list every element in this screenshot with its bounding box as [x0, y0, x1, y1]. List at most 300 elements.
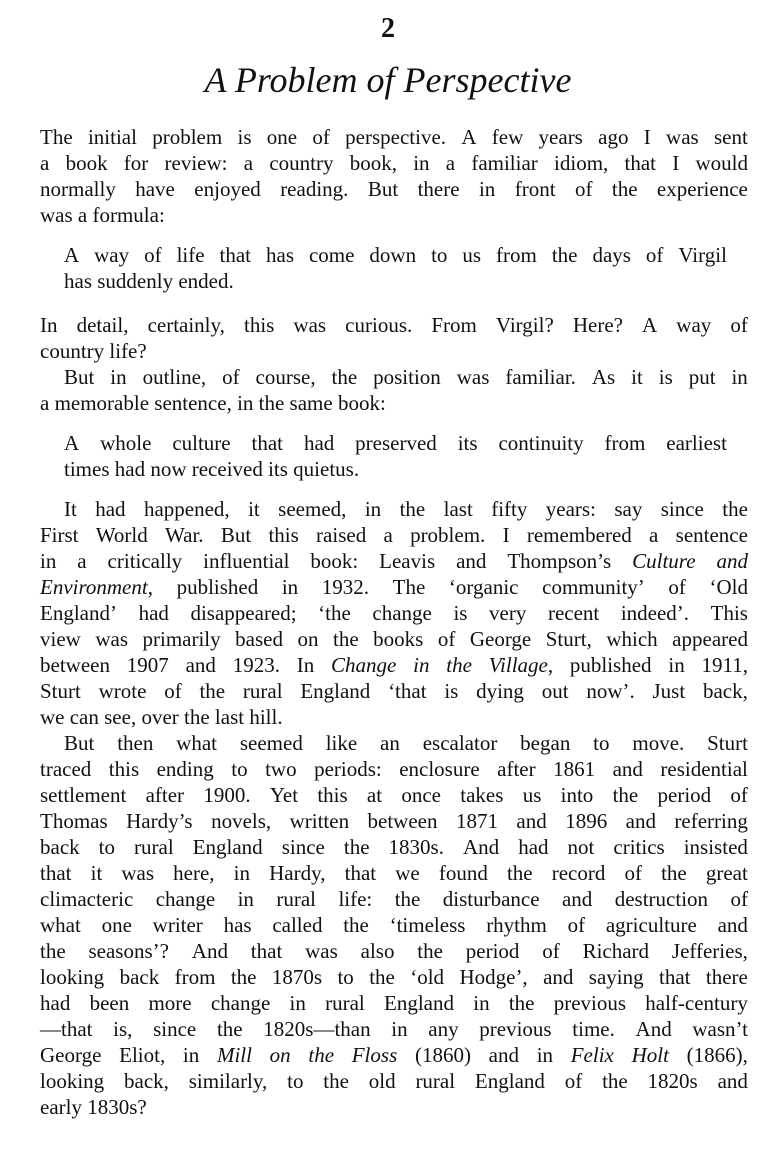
- word: [352, 1042, 398, 1068]
- word: recent: [547, 601, 600, 625]
- word: raised: [316, 523, 367, 547]
- text-line: [64, 364, 748, 390]
- word: in: [536, 1043, 554, 1067]
- word: escalator: [422, 731, 498, 755]
- word: it: [631, 365, 643, 389]
- word: the: [394, 887, 421, 911]
- word: 1911,: [701, 653, 748, 677]
- word: few: [491, 125, 524, 149]
- word: of: [624, 861, 642, 885]
- word: [571, 1042, 614, 1068]
- word: But: [220, 523, 252, 547]
- word: (1860): [414, 1043, 471, 1067]
- word: periods:: [314, 757, 382, 781]
- word: [331, 652, 396, 678]
- word: disturbance: [442, 887, 540, 911]
- word: last: [443, 497, 473, 521]
- text-line: [64, 456, 359, 482]
- italic-title-text: the: [308, 1043, 335, 1067]
- word: that: [219, 243, 252, 267]
- word: in: [473, 991, 490, 1015]
- word: come: [308, 243, 355, 267]
- word: one: [266, 125, 298, 149]
- word: familiar.: [505, 365, 576, 389]
- word: that: [251, 431, 284, 455]
- word: book:: [310, 549, 359, 573]
- word: detail,: [76, 313, 129, 337]
- word: settlement: [40, 783, 127, 807]
- word: its: [457, 431, 478, 455]
- word: between: [40, 653, 110, 677]
- word: 1907: [126, 653, 169, 677]
- word: Sturt: [40, 679, 81, 703]
- word: this: [268, 523, 299, 547]
- word: here,: [173, 861, 215, 885]
- word: there: [417, 177, 460, 201]
- text-line: [40, 938, 748, 964]
- word: time.: [572, 1017, 615, 1041]
- word: half-century: [645, 991, 748, 1015]
- word: [632, 1042, 669, 1068]
- word: In: [296, 653, 315, 677]
- word: the: [612, 783, 639, 807]
- word: —that: [40, 1017, 93, 1041]
- word: George: [469, 627, 532, 651]
- word: of: [567, 913, 586, 937]
- word: Thompson’s: [507, 549, 612, 573]
- word: was: [95, 627, 128, 651]
- word: way: [94, 243, 130, 267]
- text-line: [40, 808, 748, 834]
- text-line: [40, 834, 748, 860]
- word: that: [659, 965, 691, 989]
- word: appeared: [672, 627, 748, 651]
- word: England: [192, 835, 263, 859]
- word: Hodge’,: [459, 965, 528, 989]
- word: which: [606, 627, 658, 651]
- word: Hardy’s: [126, 809, 193, 833]
- word: the: [508, 991, 535, 1015]
- word: War.: [165, 523, 204, 547]
- word: [308, 1042, 334, 1068]
- word: rural: [415, 1069, 456, 1093]
- text-segment: times had now received its quietus.: [64, 457, 360, 481]
- word: period: [657, 783, 712, 807]
- word: in: [391, 1017, 408, 1041]
- word: is: [237, 125, 252, 149]
- word: it: [90, 861, 103, 885]
- text-line: [64, 268, 234, 294]
- word: days: [592, 243, 631, 267]
- word: in: [233, 861, 251, 885]
- word: has: [266, 243, 294, 267]
- word: books: [373, 627, 424, 651]
- word: of: [730, 887, 748, 911]
- word: back,: [124, 1069, 169, 1093]
- word: a: [243, 151, 254, 175]
- word: Sturt: [707, 731, 748, 755]
- word: in: [478, 177, 496, 201]
- word: in: [289, 991, 306, 1015]
- word: similarly,: [188, 1069, 268, 1093]
- word: (1866),: [686, 1043, 748, 1067]
- word: fifty: [491, 497, 528, 521]
- word: A: [64, 243, 80, 267]
- word: of: [645, 243, 664, 267]
- word: of: [222, 365, 240, 389]
- word: found: [438, 861, 488, 885]
- word: to: [431, 243, 448, 267]
- text-line: [40, 756, 748, 782]
- word: It: [64, 497, 77, 521]
- word: period: [465, 939, 520, 963]
- text-line: [40, 626, 748, 652]
- word: of: [668, 575, 686, 599]
- word: a: [383, 523, 393, 547]
- word: ‘the: [318, 601, 351, 625]
- word: rural: [242, 679, 283, 703]
- word: 1820s: [647, 1069, 698, 1093]
- word: [270, 1042, 291, 1068]
- word: The: [392, 575, 426, 599]
- word: the: [602, 1069, 628, 1093]
- italic-title-text: Felix: [570, 1043, 614, 1067]
- word: is: [444, 679, 459, 703]
- word: was: [305, 939, 338, 963]
- word: curious.: [345, 313, 413, 337]
- word: in: [668, 653, 685, 677]
- word: is: [658, 365, 673, 389]
- word: out: [541, 679, 569, 703]
- word: a: [649, 523, 659, 547]
- word: problem: [152, 125, 223, 149]
- word: Here?: [572, 313, 623, 337]
- word: of: [312, 125, 330, 149]
- word: England: [300, 679, 371, 703]
- word: 1820s—than: [263, 1017, 371, 1041]
- text-line: [40, 1016, 748, 1042]
- word: book: [65, 151, 108, 175]
- word: book,: [349, 151, 397, 175]
- word: England: [384, 991, 454, 1015]
- word: primarily: [142, 627, 221, 651]
- text-line: [64, 496, 748, 522]
- word: rural: [325, 991, 365, 1015]
- word: enjoyed: [194, 177, 261, 201]
- word: the: [369, 965, 395, 989]
- word: But: [64, 365, 95, 389]
- text-line: [64, 730, 748, 756]
- word: agriculture: [605, 913, 697, 937]
- word: we: [395, 861, 420, 885]
- word: was: [456, 365, 490, 389]
- word: years: [538, 125, 583, 149]
- word: after: [145, 783, 185, 807]
- italic-title-text: Culture: [632, 549, 696, 573]
- chapter-number: 2: [381, 13, 395, 44]
- word: the: [343, 835, 370, 859]
- chapter-title: A Problem of Perspective: [204, 60, 572, 100]
- word: Hardy,: [269, 861, 326, 885]
- word: the: [343, 913, 369, 937]
- word: based: [235, 627, 283, 651]
- word: and: [456, 549, 487, 573]
- word: published: [176, 575, 259, 599]
- word: and: [185, 653, 216, 677]
- word: of: [542, 939, 560, 963]
- word: ‘old: [410, 965, 445, 989]
- word: the: [611, 177, 638, 201]
- word: Richard: [582, 939, 650, 963]
- word: I: [672, 151, 680, 175]
- word: move.: [632, 731, 685, 755]
- word: in: [182, 1043, 200, 1067]
- word: there: [705, 965, 748, 989]
- word: and: [543, 965, 574, 989]
- word: But: [64, 731, 95, 755]
- word: us: [522, 783, 542, 807]
- word: not: [567, 835, 595, 859]
- word: perspective.: [345, 125, 447, 149]
- word: an: [380, 731, 400, 755]
- text-line: [40, 150, 748, 176]
- word: the: [661, 861, 687, 885]
- text-line: [40, 652, 748, 678]
- word: I: [643, 125, 651, 149]
- word: since: [660, 497, 704, 521]
- word: is: [453, 601, 468, 625]
- word: in: [364, 497, 382, 521]
- word: at: [366, 783, 383, 807]
- word: the: [551, 243, 578, 267]
- word: I: [502, 523, 510, 547]
- word: very: [489, 601, 527, 625]
- word: The: [40, 125, 73, 149]
- word: Thomas: [40, 809, 108, 833]
- text-line: [40, 390, 386, 416]
- text-line: [40, 202, 165, 228]
- word: As: [591, 365, 616, 389]
- word: And: [635, 1017, 672, 1041]
- word: ending: [156, 757, 214, 781]
- word: like: [325, 731, 358, 755]
- word: of: [564, 1069, 583, 1093]
- word: takes: [460, 783, 504, 807]
- word: the: [331, 365, 358, 389]
- text-line: [40, 886, 748, 912]
- word: novels,: [211, 809, 272, 833]
- word: ‘Old: [709, 575, 748, 599]
- word: residential: [660, 757, 748, 781]
- word: is,: [113, 1017, 133, 1041]
- text-segment: a memorable sentence, in the same book:: [40, 391, 386, 415]
- italic-title-text: Holt: [631, 1043, 669, 1067]
- word: A: [64, 431, 80, 455]
- word: what: [176, 731, 218, 755]
- word: had: [518, 835, 549, 859]
- word: a: [40, 151, 50, 175]
- word: This: [710, 601, 748, 625]
- text-line: [40, 990, 748, 1016]
- word: to: [231, 757, 248, 781]
- word: and: [488, 1043, 519, 1067]
- word: one: [101, 913, 132, 937]
- word: Environment,: [40, 575, 153, 599]
- word: began: [520, 731, 571, 755]
- word: 1896: [565, 809, 608, 833]
- word: of: [730, 783, 748, 807]
- word: preserved: [355, 431, 437, 455]
- word: 1932.: [321, 575, 370, 599]
- text-segment: early 1830s?: [40, 1095, 147, 1119]
- text-line: [64, 430, 727, 456]
- word: the: [417, 939, 443, 963]
- word: And: [463, 835, 500, 859]
- word: saying: [588, 965, 644, 989]
- text-line: [64, 242, 727, 268]
- word: change: [372, 601, 432, 625]
- word: back: [119, 965, 160, 989]
- text-line: [40, 124, 748, 150]
- word: from: [496, 243, 537, 267]
- word: this: [244, 313, 275, 337]
- word: put: [688, 365, 716, 389]
- word: back: [40, 835, 80, 859]
- word: writer: [152, 913, 203, 937]
- word: 1871: [455, 809, 498, 833]
- word: also: [360, 939, 395, 963]
- italic-title-text: and: [716, 549, 748, 573]
- word: Yet: [269, 783, 299, 807]
- word: critically: [107, 549, 183, 573]
- word: In: [40, 313, 58, 337]
- word: the: [216, 1017, 243, 1041]
- word: into: [560, 783, 594, 807]
- word: that: [624, 151, 657, 175]
- word: what: [40, 913, 81, 937]
- text-line: [40, 860, 748, 886]
- word: World: [95, 523, 148, 547]
- word: Virgil: [678, 243, 727, 267]
- word: earliest: [666, 431, 727, 455]
- word: life:: [338, 887, 373, 911]
- word: the: [40, 939, 66, 963]
- word: was: [293, 313, 327, 337]
- word: change: [155, 887, 216, 911]
- text-line: [40, 574, 748, 600]
- word: Sturt,: [545, 627, 592, 651]
- word: this: [108, 757, 140, 781]
- word: old: [368, 1069, 396, 1093]
- word: since: [281, 835, 325, 859]
- text-line: [40, 964, 748, 990]
- word: 1861: [553, 757, 596, 781]
- word: a: [445, 151, 456, 175]
- word: initial: [87, 125, 137, 149]
- word: of: [164, 679, 182, 703]
- word: the: [199, 679, 226, 703]
- word: remembered: [526, 523, 632, 547]
- word: previous: [479, 1017, 552, 1041]
- text-line: [40, 912, 748, 938]
- text-line: [40, 600, 748, 626]
- word: Just: [652, 679, 686, 703]
- word: to: [337, 965, 354, 989]
- word: A: [461, 125, 477, 149]
- word: the: [332, 627, 359, 651]
- word: Virgil?: [495, 313, 554, 337]
- word: had: [303, 431, 335, 455]
- text-line: [40, 176, 748, 202]
- word: after: [497, 757, 536, 781]
- word: George: [40, 1043, 102, 1067]
- word: problem.: [410, 523, 486, 547]
- word: From: [431, 313, 477, 337]
- word: ‘timeless: [389, 913, 466, 937]
- word: continuity: [498, 431, 584, 455]
- text-line: [40, 704, 283, 730]
- word: and: [612, 757, 643, 781]
- word: that: [40, 861, 72, 885]
- word: between: [367, 809, 438, 833]
- word: referring: [674, 809, 748, 833]
- text-line: [40, 522, 748, 548]
- word: rural: [276, 887, 317, 911]
- word: in: [413, 151, 430, 175]
- text-line: [40, 678, 748, 704]
- italic-title-text: on: [269, 1043, 291, 1067]
- word: more: [148, 991, 192, 1015]
- word: front: [514, 177, 556, 201]
- text-line: [40, 338, 147, 364]
- text-segment: has suddenly ended.: [64, 269, 234, 293]
- word: traced: [40, 757, 92, 781]
- word: Jefferies,: [671, 939, 748, 963]
- word: looking: [40, 1069, 105, 1093]
- word: a: [77, 549, 87, 573]
- word: 1900.: [203, 783, 251, 807]
- word: ‘organic: [448, 575, 519, 599]
- italic-title-text: the: [446, 653, 472, 677]
- word: whole: [100, 431, 152, 455]
- word: back,: [702, 679, 748, 703]
- word: the: [399, 497, 426, 521]
- word: insisted: [683, 835, 748, 859]
- word: that: [250, 939, 283, 963]
- word: of: [437, 627, 456, 651]
- word: rural: [134, 835, 174, 859]
- word: would: [695, 151, 748, 175]
- italic-title-text: Mill: [216, 1043, 252, 1067]
- word: Eliot,: [119, 1043, 166, 1067]
- word: the: [323, 1069, 349, 1093]
- word: indeed’.: [620, 601, 690, 625]
- word: two: [265, 757, 297, 781]
- word: any: [428, 1017, 459, 1041]
- word: and: [717, 913, 748, 937]
- word: years:: [545, 497, 596, 521]
- word: the: [506, 861, 533, 885]
- word: and: [625, 809, 656, 833]
- text-line: [40, 1094, 147, 1120]
- word: had: [40, 991, 71, 1015]
- word: reading.: [280, 177, 349, 201]
- word: written: [289, 809, 350, 833]
- word: experience: [656, 177, 748, 201]
- word: And: [191, 939, 228, 963]
- text-line: [40, 782, 748, 808]
- word: England’: [40, 601, 117, 625]
